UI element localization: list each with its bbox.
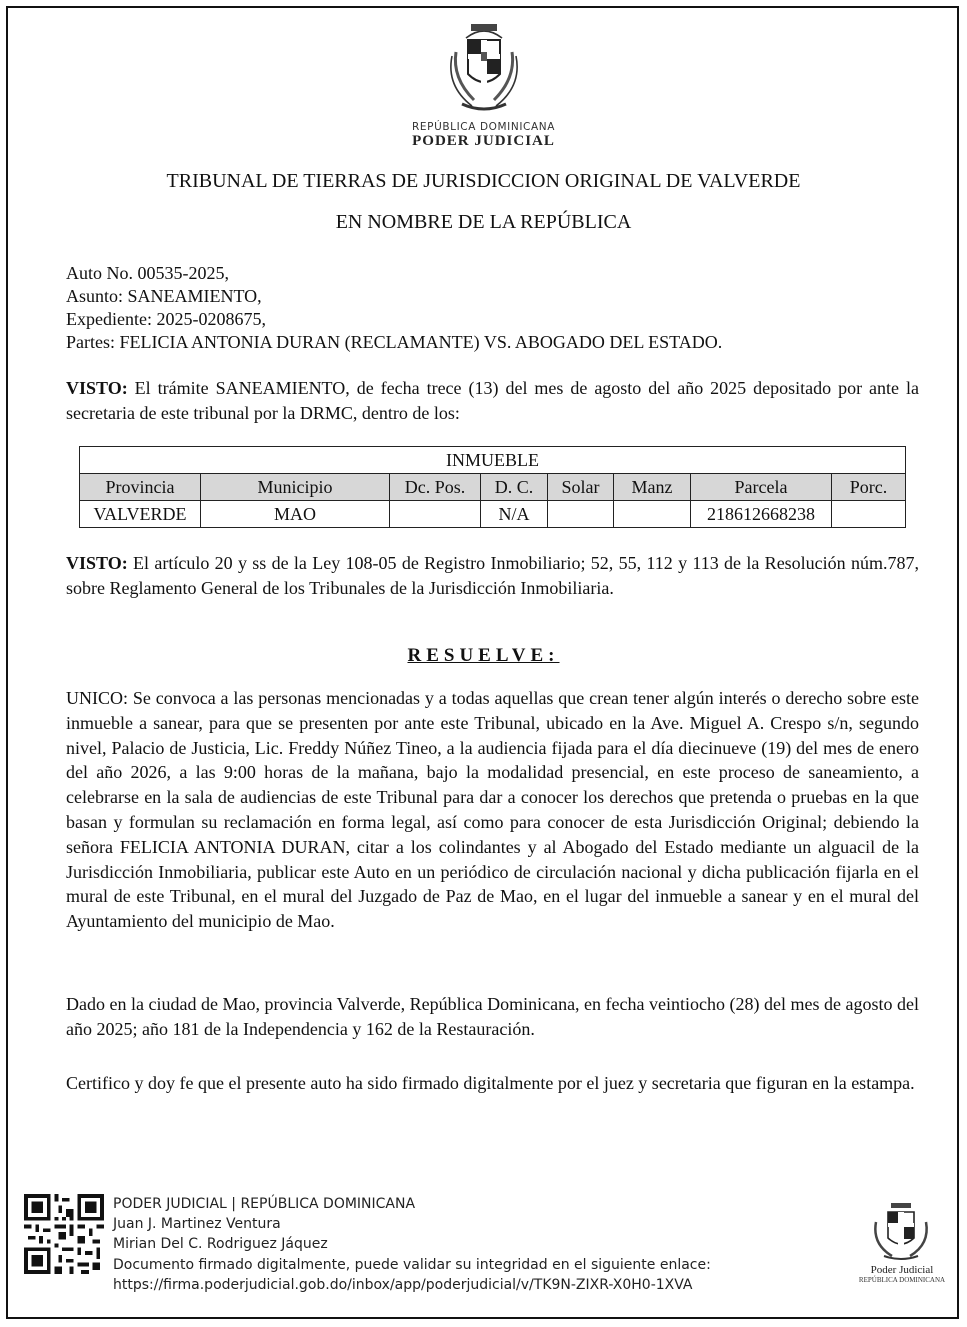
- signer-judge: Juan J. Martinez Ventura: [113, 1216, 281, 1233]
- validation-notice: Documento firmado digitalmente, puede validar su integridad en el siguiente enlace:: [113, 1256, 711, 1273]
- auto-number: Auto No. 00535-2025,: [66, 263, 229, 283]
- case-meta: [66, 262, 722, 354]
- col-header: Municipio: [201, 474, 390, 501]
- footer-emblem: [866, 1200, 936, 1262]
- table-header-row: [80, 474, 906, 501]
- partes: Partes: FELICIA ANTONIA DURAN (RECLAMANTE) VS. ABOGADO DEL ESTADO.: [66, 332, 723, 352]
- footer-brand-country: REPÚBLICA DOMINICANA: [858, 1276, 946, 1284]
- col-header: Porc.: [832, 474, 906, 501]
- signer-secretary: Mirian Del C. Rodriguez Jáquez: [113, 1236, 328, 1253]
- cell-dc: N/A: [481, 501, 548, 528]
- cell-dc-pos: [390, 501, 481, 528]
- signature-block: [113, 1194, 711, 1295]
- col-header: Manz: [614, 474, 691, 501]
- brand-poder-judicial: PODER JUDICIAL: [412, 133, 555, 149]
- visto-paragraph-2: [66, 551, 919, 601]
- cell-parcela: 218612668238: [691, 501, 832, 528]
- footer-brand-name: Poder Judicial: [870, 1264, 934, 1276]
- col-header: Solar: [548, 474, 614, 501]
- inmueble-table: [79, 446, 906, 528]
- footer-institution: PODER JUDICIAL | REPÚBLICA DOMINICANA: [113, 1196, 416, 1212]
- brand-republica: REPÚBLICA DOMINICANA: [412, 121, 555, 133]
- visto-label: VISTO:: [66, 378, 128, 398]
- cell-solar: [548, 501, 614, 528]
- validation-link[interactable]: https://firma.poderjudicial.gob.do/inbox/app/poderjudicial/v/TK9N-ZIXR-X0H0-1XVA: [113, 1276, 693, 1293]
- table-row: [80, 501, 906, 528]
- court-subtitle: EN NOMBRE DE LA REPÚBLICA: [335, 211, 632, 233]
- col-header: Dc. Pos.: [390, 474, 481, 501]
- certifico-paragraph: Certifico y doy fe que el presente auto ha sido firmado digitalmente por el juez y secretaria que figuran en la estampa.: [66, 1073, 915, 1093]
- coat-of-arms-emblem: [438, 16, 530, 116]
- col-header: Parcela: [691, 474, 832, 501]
- cell-provincia: VALVERDE: [80, 501, 201, 528]
- unico-paragraph: UNICO: Se convoca a las personas mencionadas y a todas aquellas que crean tener algún interés o derecho sobre este inmueble a sanear, para que se presenten por ante este Tribunal, ubicado en la Ave. Miguel A. Crespo s/n, segundo nivel, Palacio de Justicia, Lic. Freddy Núñez Tineo, a la audiencia fijada para el día diecinueve (19) del mes de enero del año 2026, a las 9:00 horas de la mañana, bajo la modalidad presencial, en este proceso de saneamiento, a celebrarse en la sala de audiencias de este Tribunal para dar a conocer los derechos que pretenda o pruebas en la que basan y formulan su reclamación en forma legal, así como para conocer de esta Jurisdicción Original; debiendo la señora FELICIA ANTONIA DURAN, citar a los colindantes y al Abogado del Estado mediante un alguacil de la Jurisdicción Inmobiliaria, publicar este Auto en un periódico de circulación nacional y dicha publicación fijarla en el mural de este Tribunal, en el mural del Juzgado de Paz de Mao, en el lugar del inmueble a sanear y en el mural del Ayuntamiento del municipio de Mao.: [66, 688, 919, 932]
- visto-paragraph-1: [66, 376, 919, 426]
- resuelve-heading: RESUELVE:: [407, 645, 560, 666]
- visto-label: VISTO:: [66, 553, 128, 573]
- col-header: Provincia: [80, 474, 201, 501]
- table-caption: INMUEBLE: [80, 447, 906, 474]
- cell-porc: [832, 501, 906, 528]
- col-header: D. C.: [481, 474, 548, 501]
- dado-paragraph: Dado en la ciudad de Mao, provincia Valverde, República Dominicana, en fecha veintiocho (28) del mes de agosto del año 2025; año 181 de la Independencia y 162 de la Restauración.: [66, 994, 919, 1039]
- expediente: Expediente: 2025-0208675,: [66, 309, 266, 329]
- visto-text: El trámite SANEAMIENTO, de fecha trece (13) del mes de agosto del año 2025 depositado por ante la secretaria de este tribunal por la DRMC, dentro de los:: [66, 378, 919, 423]
- court-title: TRIBUNAL DE TIERRAS DE JURISDICCION ORIGINAL DE VALVERDE: [166, 170, 801, 192]
- cell-manz: [614, 501, 691, 528]
- cell-municipio: MAO: [201, 501, 390, 528]
- asunto: Asunto: SANEAMIENTO,: [66, 286, 262, 306]
- qr-code[interactable]: [24, 1194, 104, 1274]
- visto-text: El artículo 20 y ss de la Ley 108-05 de Registro Inmobiliario; 52, 55, 112 y 113 de la Resolución núm.787, sobre Reglamento General de los Tribunales de la Jurisdicción Inmobiliaria.: [66, 553, 919, 598]
